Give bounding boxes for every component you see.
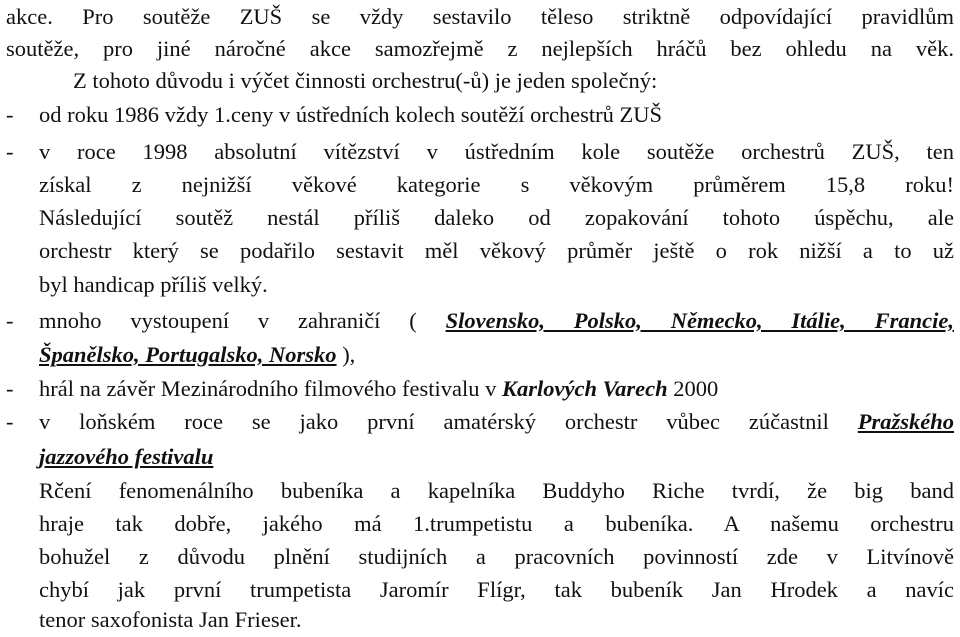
list-dash: - [6, 409, 14, 434]
text-line: bohužel z důvodu plnění studijních a pracovních povinností zde v Litvínově [39, 544, 954, 569]
list-item-text: od roku 1986 vždy 1.ceny v ústředních kolech soutěží orchestrů ZUŠ [39, 102, 662, 127]
list-dash: - [6, 139, 14, 164]
list-item-text [39, 405, 954, 439]
text-span: v loňském roce se jako první amatérský orchestr vůbec zúčastnil [39, 409, 829, 434]
festival-text: jazzového festivalu [39, 444, 214, 469]
text-line: soutěže, pro jiné náročné akce samozřejmě z nejlepších hráčů bez ohledu na věk. [6, 36, 954, 61]
list-item-text [39, 372, 718, 406]
text-line: orchestr který se podařilo sestavit měl věkový průměr ještě o rok nižší a to už [39, 238, 954, 263]
list-dash: - [6, 102, 14, 127]
text-line: získal z nejnižší věkové kategorie s věkovým průměrem 15,8 roku! [39, 172, 954, 197]
text-line: akce. Pro soutěže ZUŠ se vždy sestavilo těleso striktně odpovídající pravidlům [6, 4, 954, 29]
text-line: tenor saxofonista Jan Frieser. [39, 607, 302, 632]
countries-text: Slovensko, Polsko, Německo, Itálie, Francie, [445, 308, 955, 333]
text-line [39, 440, 213, 474]
text-line: Rčení fenomenálního bubeníka a kapelníka Buddyho Riche tvrdí, že big band [39, 478, 954, 503]
text-line: chybí jak první trumpetista Jaromír Flígr, tak bubeník Jan Hrodek a navíc [39, 577, 954, 602]
text-line: Z tohoto důvodu i výčet činnosti orchestru(-ů) je jeden společný: [73, 68, 658, 93]
countries-text: Španělsko, Portugalsko, Norsko [39, 342, 337, 367]
text-line [39, 338, 355, 372]
text-line: Následující soutěž nestál příliš daleko od zopakování tohoto úspěchu, ale [39, 205, 954, 230]
text-line: hraje tak dobře, jakého má 1.trumpetistu a bubeníka. A našemu orchestru [39, 511, 954, 536]
list-dash: - [6, 308, 14, 333]
year-text: 2000 [673, 376, 719, 401]
festival-text: Pražského [857, 409, 955, 434]
list-item-text: v roce 1998 absolutní vítězství v ústředním kole soutěže orchestrů ZUŠ, ten [39, 139, 954, 164]
text-span: mnoho vystoupení v zahraničí ( [39, 308, 417, 333]
list-dash: - [6, 376, 14, 401]
text-line: byl handicap příliš velký. [39, 272, 268, 297]
text-span: hrál na závěr Mezinárodního filmového festivalu v [39, 376, 497, 401]
place-text: Karlových Varech [501, 376, 668, 401]
list-item-text [39, 304, 954, 338]
text-span: ), [342, 342, 356, 367]
